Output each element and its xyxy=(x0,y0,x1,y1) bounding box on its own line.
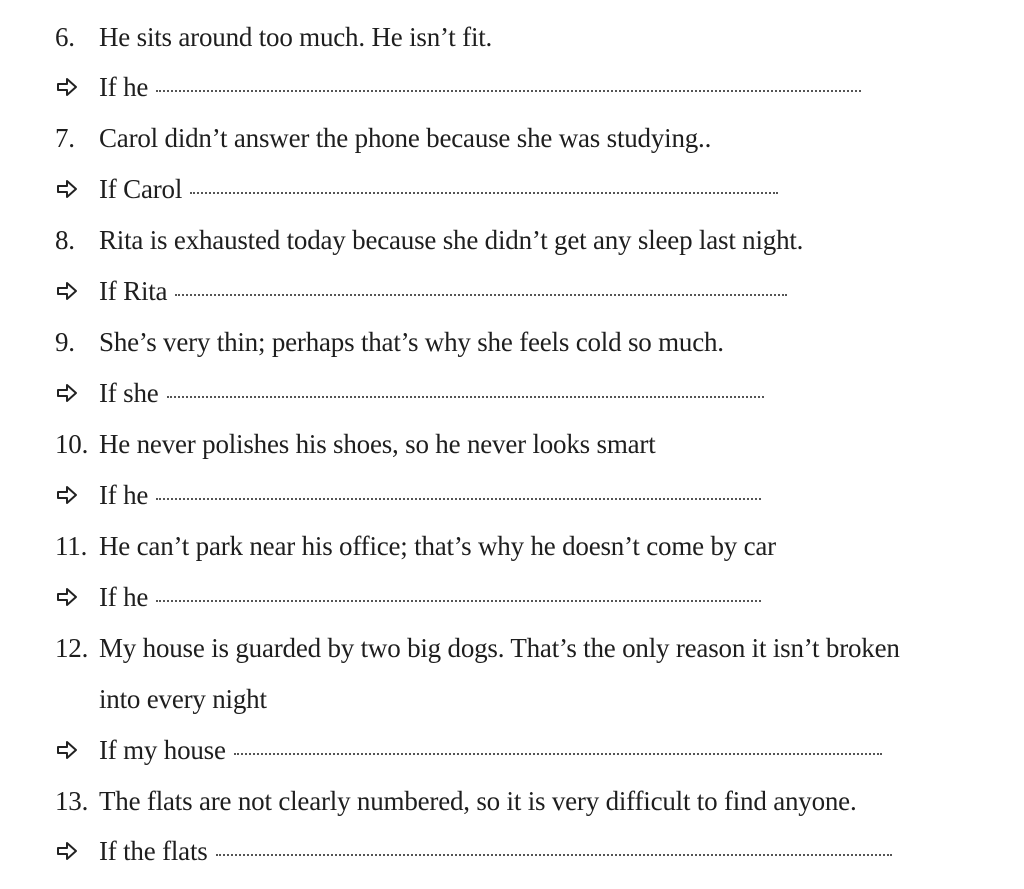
question-sentence: The flats are not clearly numbered, so it is very difficult to find anyone. xyxy=(99,785,857,816)
question-number: 9. xyxy=(55,326,75,357)
answer-line-8 xyxy=(0,266,1024,316)
question-sentence: Rita is exhausted today because she didn’t get any sleep last night. xyxy=(99,224,804,255)
answer-prompt: If he xyxy=(99,581,149,612)
answer-blank[interactable] xyxy=(216,836,892,856)
outline-right-arrow-icon xyxy=(56,281,78,301)
answer-prompt: If my house xyxy=(99,734,226,765)
answer-prompt: If Rita xyxy=(99,275,168,306)
question-number: 10. xyxy=(55,428,89,459)
outline-right-arrow-icon xyxy=(56,587,78,607)
answer-prompt: If the flats xyxy=(99,835,208,866)
question-number: 13. xyxy=(55,785,89,816)
outline-right-arrow-icon xyxy=(56,485,78,505)
answer-blank[interactable] xyxy=(156,72,861,92)
outline-right-arrow-icon xyxy=(56,77,78,97)
question-sentence: He sits around too much. He isn’t fit. xyxy=(99,21,493,52)
answer-prompt: If she xyxy=(99,377,159,408)
answer-field[interactable] xyxy=(99,836,892,867)
question-sentence-continued: into every night xyxy=(99,683,267,714)
outline-right-arrow-icon xyxy=(56,179,78,199)
answer-blank[interactable] xyxy=(190,174,778,194)
question-number: 7. xyxy=(55,122,75,153)
answer-line-10 xyxy=(0,470,1024,520)
question-number: 6. xyxy=(55,21,75,52)
answer-field[interactable] xyxy=(99,72,861,103)
answer-line-6 xyxy=(0,62,1024,112)
question-sentence: He never polishes his shoes, so he never looks smart xyxy=(99,428,656,459)
answer-blank[interactable] xyxy=(156,582,761,602)
answer-field[interactable] xyxy=(99,174,778,205)
answer-prompt: If he xyxy=(99,479,149,510)
answer-prompt: If Carol xyxy=(99,173,183,204)
question-sentence: She’s very thin; perhaps that’s why she feels cold so much. xyxy=(99,326,724,357)
question-number: 8. xyxy=(55,224,75,255)
question-sentence: My house is guarded by two big dogs. That’s the only reason it isn’t broken xyxy=(99,632,900,663)
answer-prompt: If he xyxy=(99,71,149,102)
answer-line-13 xyxy=(0,826,1024,876)
outline-right-arrow-icon xyxy=(56,841,78,861)
answer-blank[interactable] xyxy=(234,735,882,755)
answer-line-9 xyxy=(0,368,1024,418)
answer-field[interactable] xyxy=(99,735,882,766)
answer-blank[interactable] xyxy=(167,378,764,398)
answer-blank[interactable] xyxy=(156,480,761,500)
answer-line-12 xyxy=(0,725,1024,775)
question-number: 12. xyxy=(55,632,89,663)
answer-line-11 xyxy=(0,572,1024,622)
question-sentence: Carol didn’t answer the phone because she was studying.. xyxy=(99,122,712,153)
answer-field[interactable] xyxy=(99,378,764,409)
answer-line-7 xyxy=(0,164,1024,214)
answer-blank[interactable] xyxy=(175,276,787,296)
outline-right-arrow-icon xyxy=(56,383,78,403)
answer-field[interactable] xyxy=(99,480,761,511)
answer-field[interactable] xyxy=(99,276,787,307)
answer-field[interactable] xyxy=(99,582,761,613)
question-sentence: He can’t park near his office; that’s why he doesn’t come by car xyxy=(99,530,776,561)
outline-right-arrow-icon xyxy=(56,740,78,760)
question-number: 11. xyxy=(55,530,88,561)
